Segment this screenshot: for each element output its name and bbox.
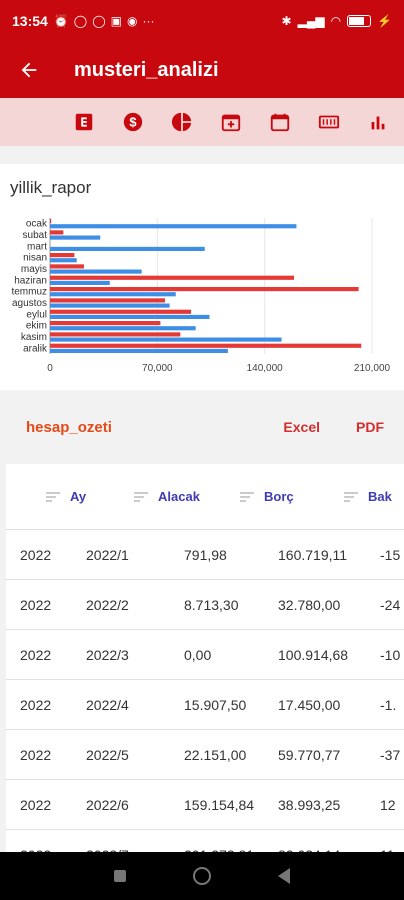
bar-chart-button[interactable] xyxy=(353,98,402,146)
table-cell: 2022/2 xyxy=(86,597,129,613)
table-cell: 2022 xyxy=(20,547,52,563)
app-bar xyxy=(0,42,404,98)
battery-fill xyxy=(349,17,364,25)
table-cell: 100.914,68 xyxy=(278,647,349,663)
table-cell: 2022 xyxy=(20,797,52,813)
chart-bar xyxy=(50,230,63,234)
sort-icon xyxy=(134,492,148,502)
table-row[interactable] xyxy=(6,580,404,630)
table-row[interactable] xyxy=(6,530,404,580)
sort-icon xyxy=(240,492,254,502)
y-category-label: haziran xyxy=(14,275,47,287)
column-header-balance[interactable] xyxy=(344,489,392,504)
more-icon: ··· xyxy=(142,14,155,28)
battery-icon xyxy=(347,15,371,27)
chart-bar xyxy=(50,264,84,268)
home-button[interactable] xyxy=(193,867,211,885)
bar-chart-icon xyxy=(367,111,389,133)
table-cell: 12 xyxy=(380,797,396,813)
y-category-label: mayis xyxy=(20,264,47,275)
y-category-label: ocak xyxy=(25,218,47,230)
table-cell: 2022 xyxy=(20,747,52,763)
card-button[interactable] xyxy=(304,98,353,146)
calendar-button[interactable] xyxy=(255,98,304,146)
y-category-label: kasim xyxy=(20,332,47,343)
table-cell: 2022 xyxy=(20,647,52,663)
chart-title: yillik_rapor xyxy=(10,178,92,197)
calendar-add-button[interactable] xyxy=(206,98,255,146)
sort-icon xyxy=(344,492,358,502)
excel-icon xyxy=(73,111,95,133)
chart-bar xyxy=(50,310,191,314)
wifi-icon: ◠ xyxy=(330,14,342,28)
system-back-button[interactable] xyxy=(278,868,290,884)
summary-title: hesap_ozeti xyxy=(26,418,112,436)
table-cell: 59.770,77 xyxy=(278,747,341,763)
table-cell: 791,98 xyxy=(184,547,227,563)
charging-icon: ⚡ xyxy=(377,14,392,28)
export-excel-button[interactable]: Excel xyxy=(283,419,320,435)
y-category-label: ekim xyxy=(25,320,47,332)
table-row[interactable] xyxy=(6,680,404,730)
signal-icon: ▂▄▆ xyxy=(297,14,325,28)
pie-chart-icon xyxy=(171,111,193,133)
x-tick-label: 70,000 xyxy=(142,363,173,374)
yearly-report-chart-card xyxy=(0,164,404,390)
account-summary-header xyxy=(0,404,404,450)
chart-bar xyxy=(50,253,74,257)
table-cell: 15.907,50 xyxy=(184,697,247,713)
table-cell: 2022 xyxy=(20,597,52,613)
export-pdf-button[interactable]: PDF xyxy=(356,419,384,435)
chart-bar xyxy=(50,270,142,274)
table-row[interactable] xyxy=(6,630,404,680)
y-category-label: agustos xyxy=(11,298,47,309)
table-cell: 8.713,30 xyxy=(184,597,239,613)
alarm-icon: ⏰ xyxy=(53,14,69,28)
table-cell: 22.151,00 xyxy=(184,747,247,763)
sort-icon xyxy=(46,492,60,502)
status-system-icons xyxy=(282,14,392,28)
y-category-label: mart xyxy=(27,241,47,253)
calendar-icon xyxy=(269,111,291,133)
chart-bar xyxy=(50,258,77,262)
table-cell: 2022 xyxy=(20,697,52,713)
back-button[interactable] xyxy=(0,42,58,98)
x-tick-label: 140,000 xyxy=(246,363,283,374)
svg-text:$: $ xyxy=(128,114,137,130)
arrow-left-icon xyxy=(18,59,40,81)
chart-bar xyxy=(50,219,51,223)
chart-bar xyxy=(50,304,170,308)
chart-bar xyxy=(50,344,361,348)
excel-report-button[interactable] xyxy=(59,98,108,146)
chart-bar xyxy=(50,332,180,336)
table-cell: -10 xyxy=(380,647,401,663)
y-category-label: subat xyxy=(22,230,47,241)
bluetooth-icon: ✱ xyxy=(281,14,292,28)
column-header-label: Ay xyxy=(70,489,87,504)
table-cell: 17.450,00 xyxy=(278,697,341,713)
app-icon: ◉ xyxy=(126,14,138,28)
whatsapp-icon: ◯ xyxy=(73,14,88,28)
calendar-add-icon xyxy=(220,111,242,133)
column-header-credit[interactable] xyxy=(134,489,200,504)
column-header-label: Borç xyxy=(264,489,294,504)
system-nav-bar xyxy=(0,852,404,900)
document-icon: ▣ xyxy=(110,14,122,28)
table-body xyxy=(6,530,404,880)
chart-bar xyxy=(50,276,294,280)
pie-chart-button[interactable] xyxy=(157,98,206,146)
status-notification-icons xyxy=(54,14,155,28)
dollar-icon xyxy=(122,111,144,133)
table-row[interactable] xyxy=(6,780,404,830)
chart-bar xyxy=(50,315,209,319)
table-cell: 38.993,25 xyxy=(278,797,341,813)
status-bar xyxy=(0,0,404,42)
chart-bar xyxy=(50,349,228,353)
x-tick-label: 0 xyxy=(47,363,53,374)
page-title: musteri_analizi xyxy=(74,58,219,81)
table-header xyxy=(6,464,404,530)
column-header-debt[interactable] xyxy=(240,489,294,504)
chart-bar xyxy=(50,292,176,296)
table-cell: 2022/5 xyxy=(86,747,129,763)
chart-bar xyxy=(50,281,110,285)
table-cell: 2022/4 xyxy=(86,697,129,713)
whatsapp-icon: ◯ xyxy=(92,14,106,28)
table-cell: -37 xyxy=(380,747,401,763)
table-row[interactable] xyxy=(6,730,404,780)
y-category-label: eylul xyxy=(26,309,47,321)
card-icon xyxy=(318,111,340,133)
dollar-report-button[interactable] xyxy=(108,98,157,146)
summary-table xyxy=(6,464,404,854)
table-cell: 2022/1 xyxy=(86,547,129,563)
chart-bar xyxy=(50,321,160,325)
table-cell: 2022/6 xyxy=(86,797,129,813)
table-cell: 2022/3 xyxy=(86,647,129,663)
chart-bar xyxy=(50,287,359,291)
chart-bar xyxy=(50,338,282,342)
table-cell: 0,00 xyxy=(184,647,212,663)
chart-bar xyxy=(50,236,100,240)
chart-bar xyxy=(50,298,165,302)
chart-bar xyxy=(50,247,205,251)
y-category-label: nisan xyxy=(23,252,47,264)
table-cell: 159.154,84 xyxy=(184,797,255,813)
table-cell: 32.780,00 xyxy=(278,597,341,613)
column-header-month[interactable] xyxy=(46,489,86,504)
y-category-label: temmuz xyxy=(11,286,47,298)
column-header-label: Alacak xyxy=(158,489,200,504)
status-time: 13:54 xyxy=(12,13,48,29)
x-tick-label: 210,000 xyxy=(353,363,391,374)
column-header-label: Bak xyxy=(368,489,392,504)
table-cell: -15 xyxy=(380,547,401,563)
table-cell: -1. xyxy=(380,697,397,713)
recents-button[interactable] xyxy=(114,870,126,882)
yearly-bar-chart xyxy=(0,164,404,390)
y-category-label: aralik xyxy=(23,343,47,355)
report-toolbar xyxy=(0,98,404,146)
table-cell: 160.719,11 xyxy=(278,547,348,563)
chart-bar xyxy=(50,326,196,330)
chart-bar xyxy=(50,224,296,228)
table-cell: -24 xyxy=(380,597,401,613)
